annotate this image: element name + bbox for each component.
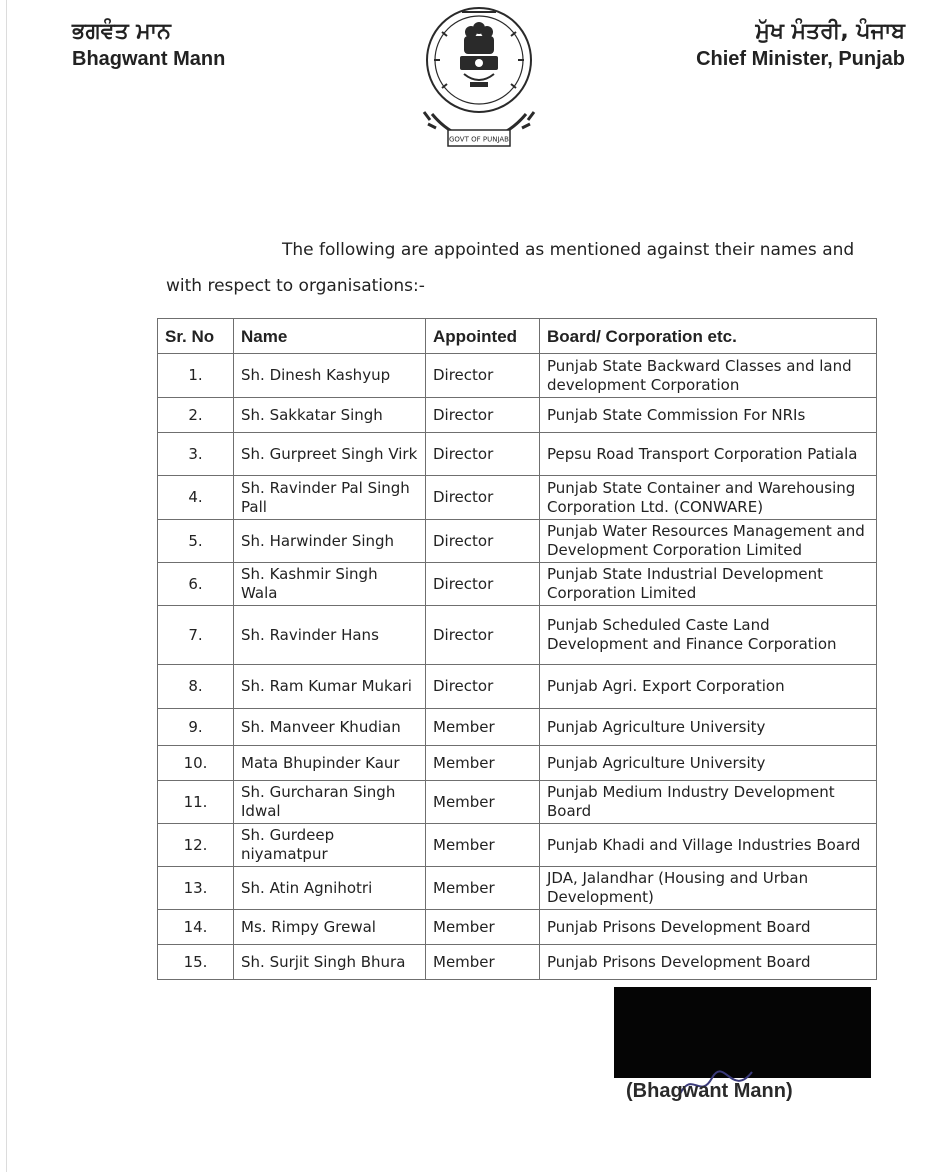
- cell-appointed: Director: [426, 665, 540, 709]
- cell-name: Sh. Gurpreet Singh Virk: [234, 433, 426, 476]
- cell-appointed: Member: [426, 746, 540, 781]
- cell-name: Sh. Ravinder Pal Singh Pall: [234, 476, 426, 520]
- table-row: [158, 606, 877, 665]
- cell-name: Sh. Sakkatar Singh: [234, 398, 426, 433]
- table-row: [158, 354, 877, 398]
- cell-board: Pepsu Road Transport Corporation Patiala: [540, 433, 877, 476]
- cell-name: Sh. Atin Agnihotri: [234, 867, 426, 910]
- table-row: [158, 476, 877, 520]
- cell-sr: 4.: [158, 476, 234, 520]
- cell-sr: 14.: [158, 910, 234, 945]
- cell-sr: 15.: [158, 945, 234, 980]
- cell-board: Punjab Khadi and Village Industries Board: [540, 824, 877, 867]
- cell-board: Punjab State Commission For NRIs: [540, 398, 877, 433]
- cell-sr: 9.: [158, 709, 234, 746]
- title-gurmukhi: ਮੁੱਖ ਮੰਤਰੀ, ਪੰਜਾਬ: [755, 19, 905, 44]
- table-row: [158, 910, 877, 945]
- name-english: Bhagwant Mann: [72, 48, 226, 70]
- table-row: [158, 781, 877, 824]
- cell-name: Sh. Surjit Singh Bhura: [234, 945, 426, 980]
- cell-name: Sh. Gurcharan Singh Idwal: [234, 781, 426, 824]
- name-gurmukhi: ਭਗਵੰਤ ਮਾਨ: [72, 19, 171, 44]
- table-row: [158, 398, 877, 433]
- header-name: Name: [234, 319, 426, 354]
- table-row: [158, 433, 877, 476]
- state-emblem-seal-icon: [412, 2, 546, 160]
- intro-line-1: The following are appointed as mentioned against their names and: [282, 240, 855, 260]
- cell-sr: 8.: [158, 665, 234, 709]
- cell-sr: 11.: [158, 781, 234, 824]
- header-appointed: Appointed: [426, 319, 540, 354]
- cell-sr: 6.: [158, 563, 234, 606]
- cell-appointed: Director: [426, 476, 540, 520]
- cell-board: Punjab Scheduled Caste Land Development and Finance Corporation: [540, 606, 877, 665]
- header-left-block: [72, 18, 225, 72]
- cell-sr: 10.: [158, 746, 234, 781]
- cell-appointed: Director: [426, 354, 540, 398]
- cell-board: Punjab Prisons Development Board: [540, 945, 877, 980]
- cell-sr: 12.: [158, 824, 234, 867]
- signatory-name: (Bhagwant Mann): [626, 1080, 793, 1102]
- table-row: [158, 867, 877, 910]
- cell-board: Punjab Prisons Development Board: [540, 910, 877, 945]
- cell-sr: 5.: [158, 520, 234, 563]
- cell-name: Sh. Manveer Khudian: [234, 709, 426, 746]
- cell-name: Sh. Dinesh Kashyup: [234, 354, 426, 398]
- page-edge-line: [6, 0, 7, 1172]
- cell-appointed: Director: [426, 398, 540, 433]
- table-row: [158, 709, 877, 746]
- title-english: Chief Minister, Punjab: [696, 48, 905, 70]
- header-board: Board/ Corporation etc.: [540, 319, 877, 354]
- cell-board: Punjab Medium Industry Development Board: [540, 781, 877, 824]
- cell-sr: 13.: [158, 867, 234, 910]
- cell-appointed: Member: [426, 945, 540, 980]
- cell-name: Sh. Kashmir Singh Wala: [234, 563, 426, 606]
- table-row: [158, 824, 877, 867]
- table-row: [158, 563, 877, 606]
- header-right-block: [696, 18, 905, 72]
- cell-board: Punjab Water Resources Management and Development Corporation Limited: [540, 520, 877, 563]
- cell-name: Sh. Ram Kumar Mukari: [234, 665, 426, 709]
- cell-board: Punjab Agriculture University: [540, 746, 877, 781]
- cell-board: Punjab State Industrial Development Corporation Limited: [540, 563, 877, 606]
- cell-board: JDA, Jalandhar (Housing and Urban Development): [540, 867, 877, 910]
- cell-name: Ms. Rimpy Grewal: [234, 910, 426, 945]
- appointments-table: [157, 318, 877, 980]
- cell-appointed: Director: [426, 433, 540, 476]
- table-header-row: [158, 319, 877, 354]
- header-sr-no: Sr. No: [158, 319, 234, 354]
- cell-board: Punjab Agri. Export Corporation: [540, 665, 877, 709]
- table-row: [158, 520, 877, 563]
- cell-sr: 2.: [158, 398, 234, 433]
- cell-sr: 3.: [158, 433, 234, 476]
- cell-board: Punjab State Container and Warehousing Corporation Ltd. (CONWARE): [540, 476, 877, 520]
- table-row: [158, 746, 877, 781]
- cell-appointed: Director: [426, 520, 540, 563]
- cell-appointed: Member: [426, 867, 540, 910]
- cell-appointed: Member: [426, 781, 540, 824]
- cell-board: Punjab State Backward Classes and land development Corporation: [540, 354, 877, 398]
- cell-sr: 1.: [158, 354, 234, 398]
- cell-board: Punjab Agriculture University: [540, 709, 877, 746]
- cell-name: Sh. Gurdeep niyamatpur: [234, 824, 426, 867]
- intro-line-2: with respect to organisations:-: [166, 276, 425, 296]
- cell-appointed: Director: [426, 606, 540, 665]
- cell-sr: 7.: [158, 606, 234, 665]
- cell-name: Mata Bhupinder Kaur: [234, 746, 426, 781]
- intro-paragraph: [166, 232, 872, 304]
- table-row: [158, 945, 877, 980]
- cell-appointed: Member: [426, 824, 540, 867]
- table-row: [158, 665, 877, 709]
- cell-name: Sh. Harwinder Singh: [234, 520, 426, 563]
- emblem-banner-text: GOVT OF PUNJAB: [449, 135, 509, 144]
- cell-appointed: Member: [426, 709, 540, 746]
- cell-appointed: Director: [426, 563, 540, 606]
- cell-name: Sh. Ravinder Hans: [234, 606, 426, 665]
- cell-appointed: Member: [426, 910, 540, 945]
